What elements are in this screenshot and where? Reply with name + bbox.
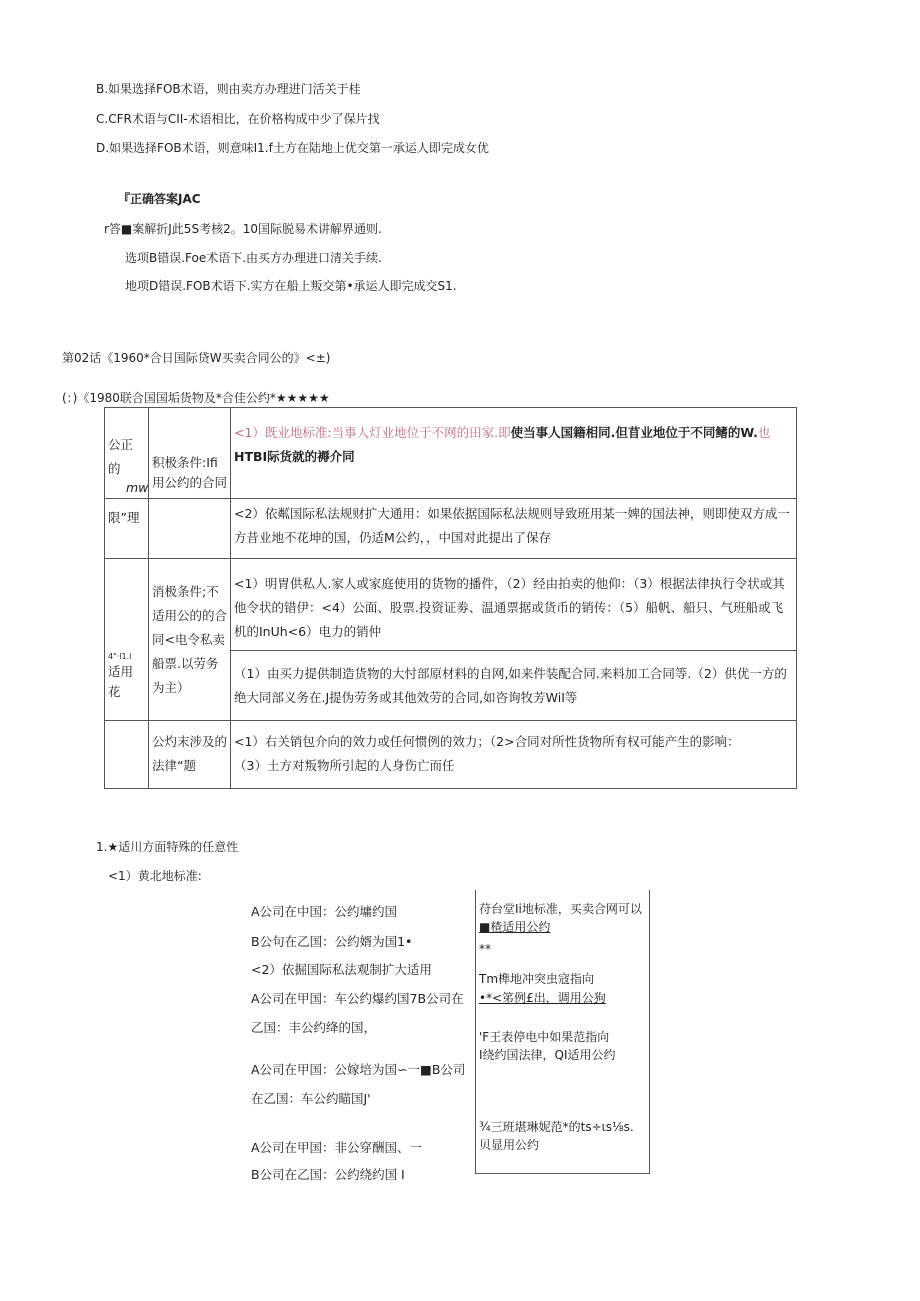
list-item: 乙国：丰公约绛的国， xyxy=(251,1020,377,1035)
business-place-text: 当事人灯业地位于不网的田家.即 xyxy=(331,425,511,440)
positive-conditions-label: 积极条件:Ifi xyxy=(152,455,218,470)
scope-label-fragment: mw xyxy=(126,480,149,495)
unaddressed-issues-label: 公灼末涉及的法律“题 xyxy=(152,734,228,773)
option-d: D.如果选择FOB术语，则意味I1.f土方在陆地上优交第一承运人即完成女优 xyxy=(96,141,489,155)
table-cell xyxy=(149,559,231,721)
table-row xyxy=(105,559,797,651)
list-item: 在乙国：车公约瞄国J' xyxy=(251,1091,371,1106)
excluded-contracts: （1）由买力提供制造货物的大忖部原材料的自网,如来件装配合同.来料加工合同等.（2）供优一方的绝大同部义务在.J提伪劳务或其他效劳的合同,如咨询牧芳WiI等 xyxy=(234,666,787,705)
list-item: <2）依掘国际私法观制扩大适用 xyxy=(251,962,432,977)
section-heading: 第02话《1960*合日国际贷W买卖合同公的》<±) xyxy=(62,351,331,365)
list-item: 'F王表停电中如果范指向 xyxy=(479,1030,610,1044)
table-cell xyxy=(105,559,149,651)
table-cell xyxy=(105,408,149,499)
analysis-option-d: 地项D错误.FOB术语下.实方在船上叛交第•承运人即完成交S1. xyxy=(125,279,457,293)
option-b: B.如果选择FOB术语，则由卖方办理进门活关于桂 xyxy=(96,82,361,96)
analysis-option-b: 选项B错误.Foe术语下.由买方办理进口清关手续. xyxy=(125,251,382,265)
private-law-extension: <2）依粼国际私法规财扩大通用：如果依据国际私法规则导致班用某一婢的国法神，则即使双方成一方昔业地不花坤的国，仍适M公约，，中国对此提出了保存 xyxy=(234,506,790,545)
unaddressed-issue-1-2: <1）右关销包介向的效力或任何惯例的效力；（2>合同对所性货物所有权可能产生的影响： xyxy=(234,734,740,749)
conclusion-box xyxy=(475,890,650,1174)
table-cell xyxy=(231,559,797,651)
list-item: A公司在甲国：非公穿酬国、一 xyxy=(251,1140,423,1155)
table-cell xyxy=(105,651,149,721)
table-cell xyxy=(149,408,231,499)
table-cell xyxy=(231,651,797,721)
part1-heading: 1.★适川方面特殊的任意性 xyxy=(96,840,239,854)
table-cell xyxy=(149,721,231,789)
correct-answer: 『正确答案JAC xyxy=(118,192,201,206)
list-item: 贝显用公约 xyxy=(479,1138,540,1152)
applicable-scope-label: 适用花 xyxy=(108,663,134,699)
positive-conditions-label-cont: 用公约的合同 xyxy=(152,475,228,490)
list-item: I绕约国法律，QI适用公约 xyxy=(479,1048,616,1062)
part1-subheading: <1）黄北地标准: xyxy=(108,869,202,883)
unaddressed-issue-3: （3）土方对叛物所引起的人身伤亡而任 xyxy=(234,758,455,773)
business-place-standard: <1）既业地标准: xyxy=(234,425,332,440)
list-item: A公司在甲国：公嫁培为国∽一■B公司 xyxy=(251,1062,466,1077)
list-item: B公司在乙国：公约绕约国 I xyxy=(251,1167,405,1182)
table-cell xyxy=(149,499,231,559)
scope-label: 公正的 xyxy=(108,437,134,476)
list-item: B公句在乙国：公约婿为国1• xyxy=(251,934,413,949)
negative-conditions-label: 消极条件;不适用公的的合同<电令私卖船票.以劳务为主） xyxy=(152,584,228,695)
table-cell xyxy=(231,721,797,789)
excluded-sales: <1）明胃供私人.家人或家庭使用的货物的播件，（2）经由拍卖的他仰：（3）根据法律执行令状或其他令状的错伊：<4）公面、股票.投资证劵、温通票据或货币的销传：（5）船帆、船只、气班船或飞机的InUh<6）电力的销仲 xyxy=(234,576,785,639)
list-item: ¾三班堪琳妮范*的ts÷ιs⅛s. xyxy=(479,1120,634,1134)
applicable-scope-fragment: 4"·l1.l xyxy=(108,651,132,661)
rules-table xyxy=(104,407,797,789)
section-subheading: (：)《1980联合国国垢货物及*合佳公约*★★★★★ xyxy=(62,391,330,405)
list-item: ** xyxy=(479,942,491,956)
business-place-rest: 使当事人国籍相同.但苜业地位于不同鳍的W. xyxy=(510,425,758,440)
business-place-line2: HTBI际货就的褥介同 xyxy=(234,449,355,464)
scope-label-cont: 限”理 xyxy=(108,510,140,525)
list-item: Tm榫地冲突虫寇指向 xyxy=(479,972,595,986)
answer-analysis: r答■案解折J此5S考核2。10国际脱易术讲解界通则. xyxy=(104,222,382,236)
list-item: A公司在甲国：车公约爆约国7B公司在 xyxy=(251,991,464,1006)
business-place-tail: 也 xyxy=(757,425,771,440)
table-cell xyxy=(105,721,149,789)
option-c: C.CFR术语与CII-术语相比，在价格构成中少了保片找 xyxy=(96,112,380,126)
table-row xyxy=(105,721,797,789)
list-item: •*<笫例£出，调用公狗 xyxy=(479,991,606,1005)
table-row xyxy=(105,408,797,499)
list-item: 苻台堂Ii地标准，买卖合网可以 xyxy=(479,902,642,916)
table-cell xyxy=(231,499,797,559)
table-row xyxy=(105,499,797,559)
list-item: ■楂适用公约 xyxy=(479,920,551,934)
list-item: A公司在中国：公约墉约国 xyxy=(251,904,398,919)
table-cell xyxy=(231,408,797,499)
table-cell xyxy=(105,499,149,559)
